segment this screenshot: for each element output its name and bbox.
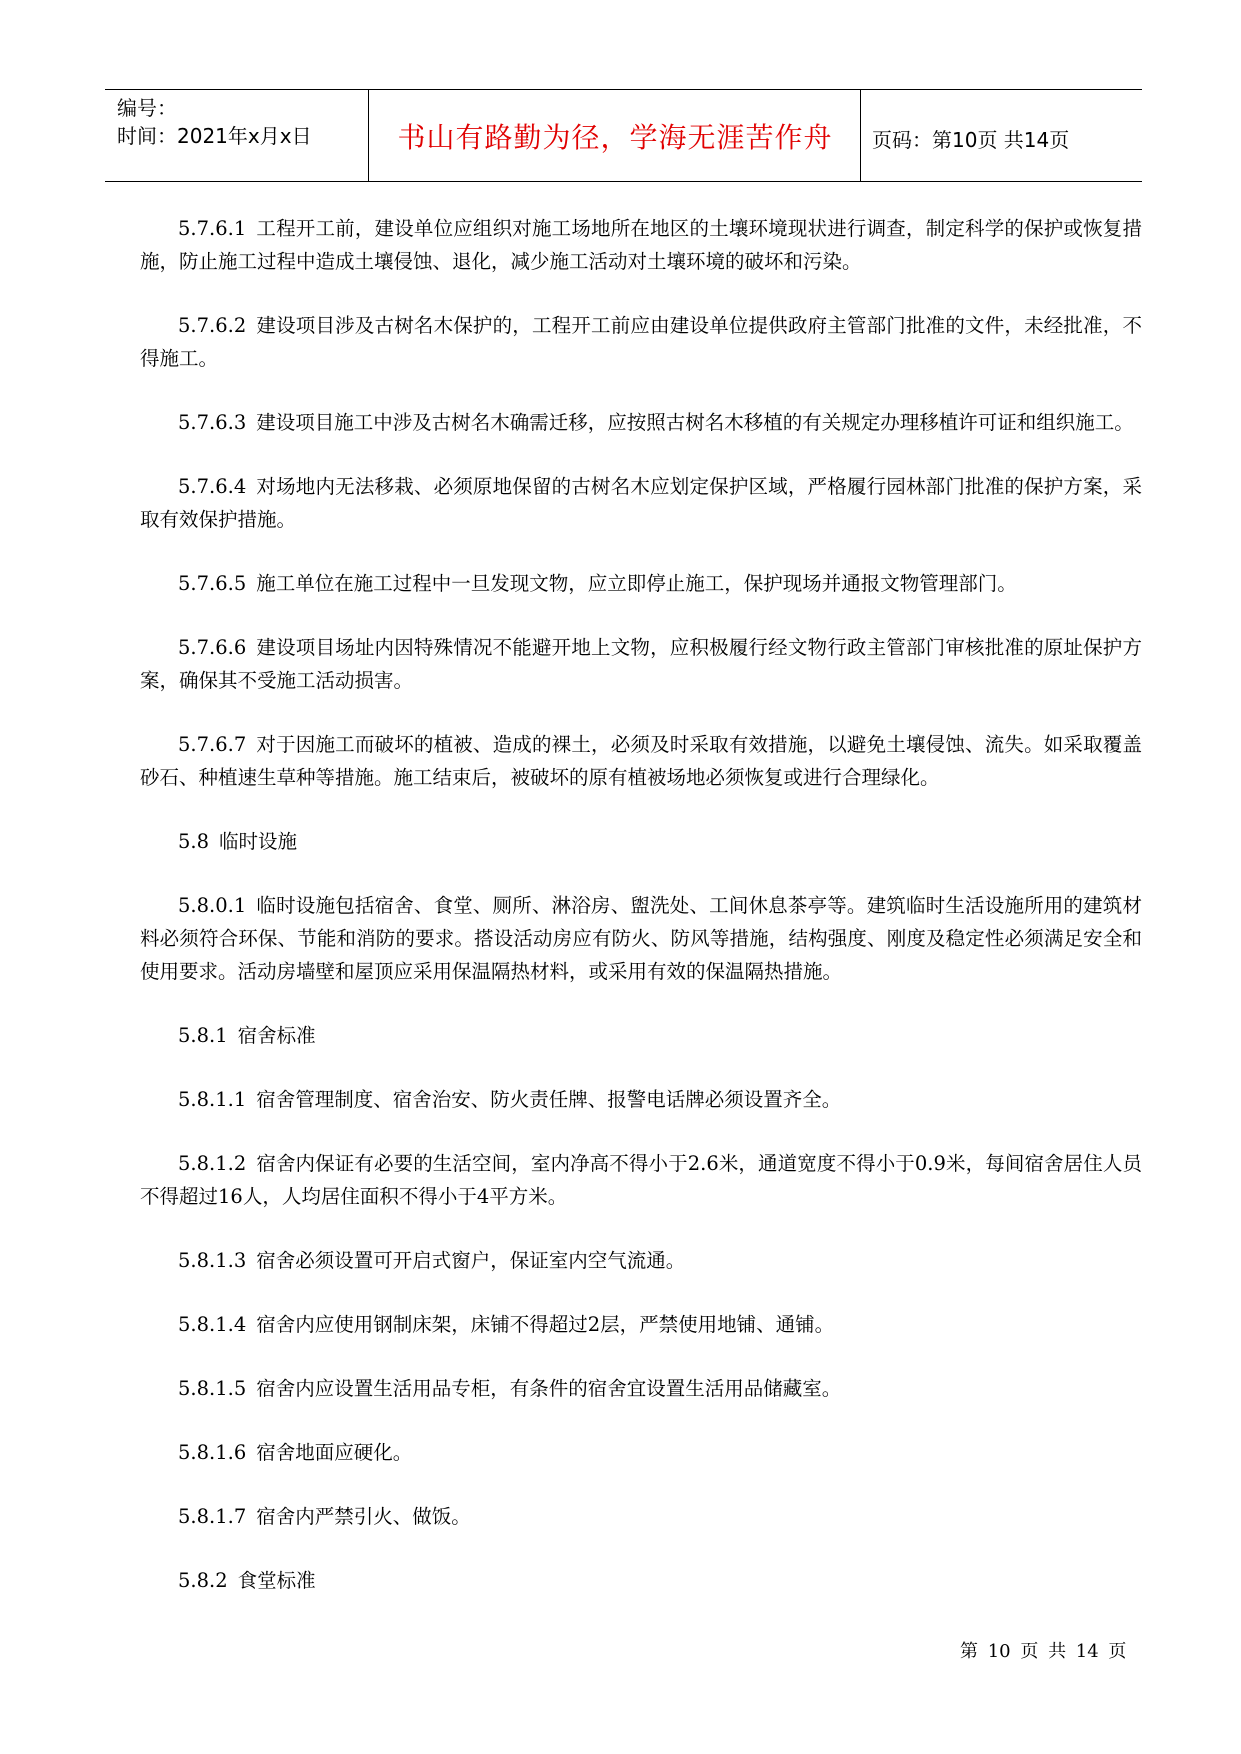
- clause-number: 5.8.1.1: [178, 1088, 247, 1111]
- clause-text: 宿舍内保证有必要的生活空间，室内净高不得小于2.6米，通道宽度不得小于0.9米，每间宿舍居住人员不得超过16人，人均居住面积不得小于4平方米。: [140, 1152, 1142, 1208]
- clause-number: 5.8.1.7: [178, 1505, 247, 1528]
- serial-label: 编号：: [117, 96, 177, 120]
- paragraph: [140, 1436, 1142, 1469]
- section-heading: [140, 1564, 1142, 1597]
- clause-number: 5.8.1.5: [178, 1377, 247, 1400]
- paragraph: [140, 1372, 1142, 1405]
- header-page-info: 页码：第10页 共14页: [872, 128, 1070, 152]
- clause-text: 工程开工前，建设单位应组织对施工场地所在地区的土壤环境现状进行调查，制定科学的保护或恢复措施，防止施工过程中造成土壤侵蚀、退化，减少施工活动对土壤环境的破坏和污染。: [140, 217, 1142, 273]
- clause-number: 5.7.6.1: [178, 217, 247, 240]
- header-meta: [117, 94, 367, 150]
- clause-number: 5.8.1.2: [178, 1152, 247, 1175]
- clause-number: 5.7.6.7: [178, 733, 247, 756]
- paragraph: [140, 1308, 1142, 1341]
- clause-number: 5.7.6.2: [178, 314, 247, 337]
- section-heading: [140, 1019, 1142, 1052]
- clause-number: 5.8.2: [178, 1569, 228, 1592]
- clause-text: 宿舍必须设置可开启式窗户，保证室内空气流通。: [256, 1249, 686, 1272]
- clause-number: 5.8.1.3: [178, 1249, 247, 1272]
- clause-number: 5.8.1.4: [178, 1313, 247, 1336]
- clause-text: 宿舍内应使用钢制床架，床铺不得超过2层，严禁使用地铺、通铺。: [256, 1313, 835, 1336]
- document-body: [140, 212, 1142, 1628]
- paragraph: [140, 406, 1142, 439]
- clause-text: 宿舍管理制度、宿舍治安、防火责任牌、报警电话牌必须设置齐全。: [256, 1088, 842, 1111]
- clause-text: 建设项目场址内因特殊情况不能避开地上文物，应积极履行经文物行政主管部门审核批准的原址保护方案，确保其不受施工活动损害。: [140, 636, 1142, 692]
- clause-number: 5.8: [178, 830, 210, 853]
- clause-number: 5.7.6.3: [178, 411, 247, 434]
- paragraph: [140, 470, 1142, 536]
- paragraph: [140, 212, 1142, 278]
- header-divider: [368, 90, 369, 182]
- clause-number: 5.8.0.1: [178, 894, 247, 917]
- clause-text: 宿舍内应设置生活用品专柜，有条件的宿舍宜设置生活用品储藏室。: [256, 1377, 842, 1400]
- clause-text: 临时设施: [219, 830, 298, 853]
- paragraph: [140, 631, 1142, 697]
- clause-text: 建设项目涉及古树名木保护的，工程开工前应由建设单位提供政府主管部门批准的文件，未经批准，不得施工。: [140, 314, 1142, 370]
- clause-text: 建设项目施工中涉及古树名木确需迁移，应按照古树名木移植的有关规定办理移植许可证和组织施工。: [256, 411, 1134, 434]
- clause-text: 宿舍内严禁引火、做饭。: [256, 1505, 471, 1528]
- time-label: 时间：2021年x月x日: [117, 124, 312, 148]
- clause-number: 5.7.6.6: [178, 636, 247, 659]
- paragraph: [140, 889, 1142, 988]
- clause-text: 对场地内无法移栽、必须原地保留的古树名木应划定保护区域，严格履行园林部门批准的保护方案，采取有效保护措施。: [140, 475, 1142, 531]
- header-motto: 书山有路勤为径，学海无涯苦作舟: [397, 121, 833, 154]
- page-header: [105, 89, 1142, 182]
- clause-text: 施工单位在施工过程中一旦发现文物，应立即停止施工，保护现场并通报文物管理部门。: [256, 572, 1017, 595]
- clause-text: 对于因施工而破坏的植被、造成的裸土，必须及时采取有效措施，以避免土壤侵蚀、流失。如采取覆盖砂石、种植速生草种等措施。施工结束后，被破坏的原有植被场地必须恢复或进行合理绿化。: [140, 733, 1142, 789]
- clause-number: 5.7.6.5: [178, 572, 247, 595]
- clause-number: 5.8.1: [178, 1024, 228, 1047]
- page-footer: 第 10 页 共 14 页: [960, 1641, 1127, 1662]
- section-heading: [140, 825, 1142, 858]
- paragraph: [140, 309, 1142, 375]
- clause-number: 5.8.1.6: [178, 1441, 247, 1464]
- header-divider: [860, 90, 861, 182]
- clause-number: 5.7.6.4: [178, 475, 247, 498]
- paragraph: [140, 1083, 1142, 1116]
- clause-text: 食堂标准: [237, 1569, 316, 1592]
- paragraph: [140, 728, 1142, 794]
- clause-text: 宿舍地面应硬化。: [256, 1441, 413, 1464]
- paragraph: [140, 567, 1142, 600]
- paragraph: [140, 1500, 1142, 1533]
- paragraph: [140, 1147, 1142, 1213]
- paragraph: [140, 1244, 1142, 1277]
- clause-text: 临时设施包括宿舍、食堂、厕所、淋浴房、盥洗处、工间休息茶亭等。建筑临时生活设施所用的建筑材料必须符合环保、节能和消防的要求。搭设活动房应有防火、防风等措施，结构强度、刚度及稳定性必须满足安全和使用要求。活动房墙壁和屋顶应采用保温隔热材料，或采用有效的保温隔热措施。: [140, 894, 1142, 983]
- clause-text: 宿舍标准: [237, 1024, 316, 1047]
